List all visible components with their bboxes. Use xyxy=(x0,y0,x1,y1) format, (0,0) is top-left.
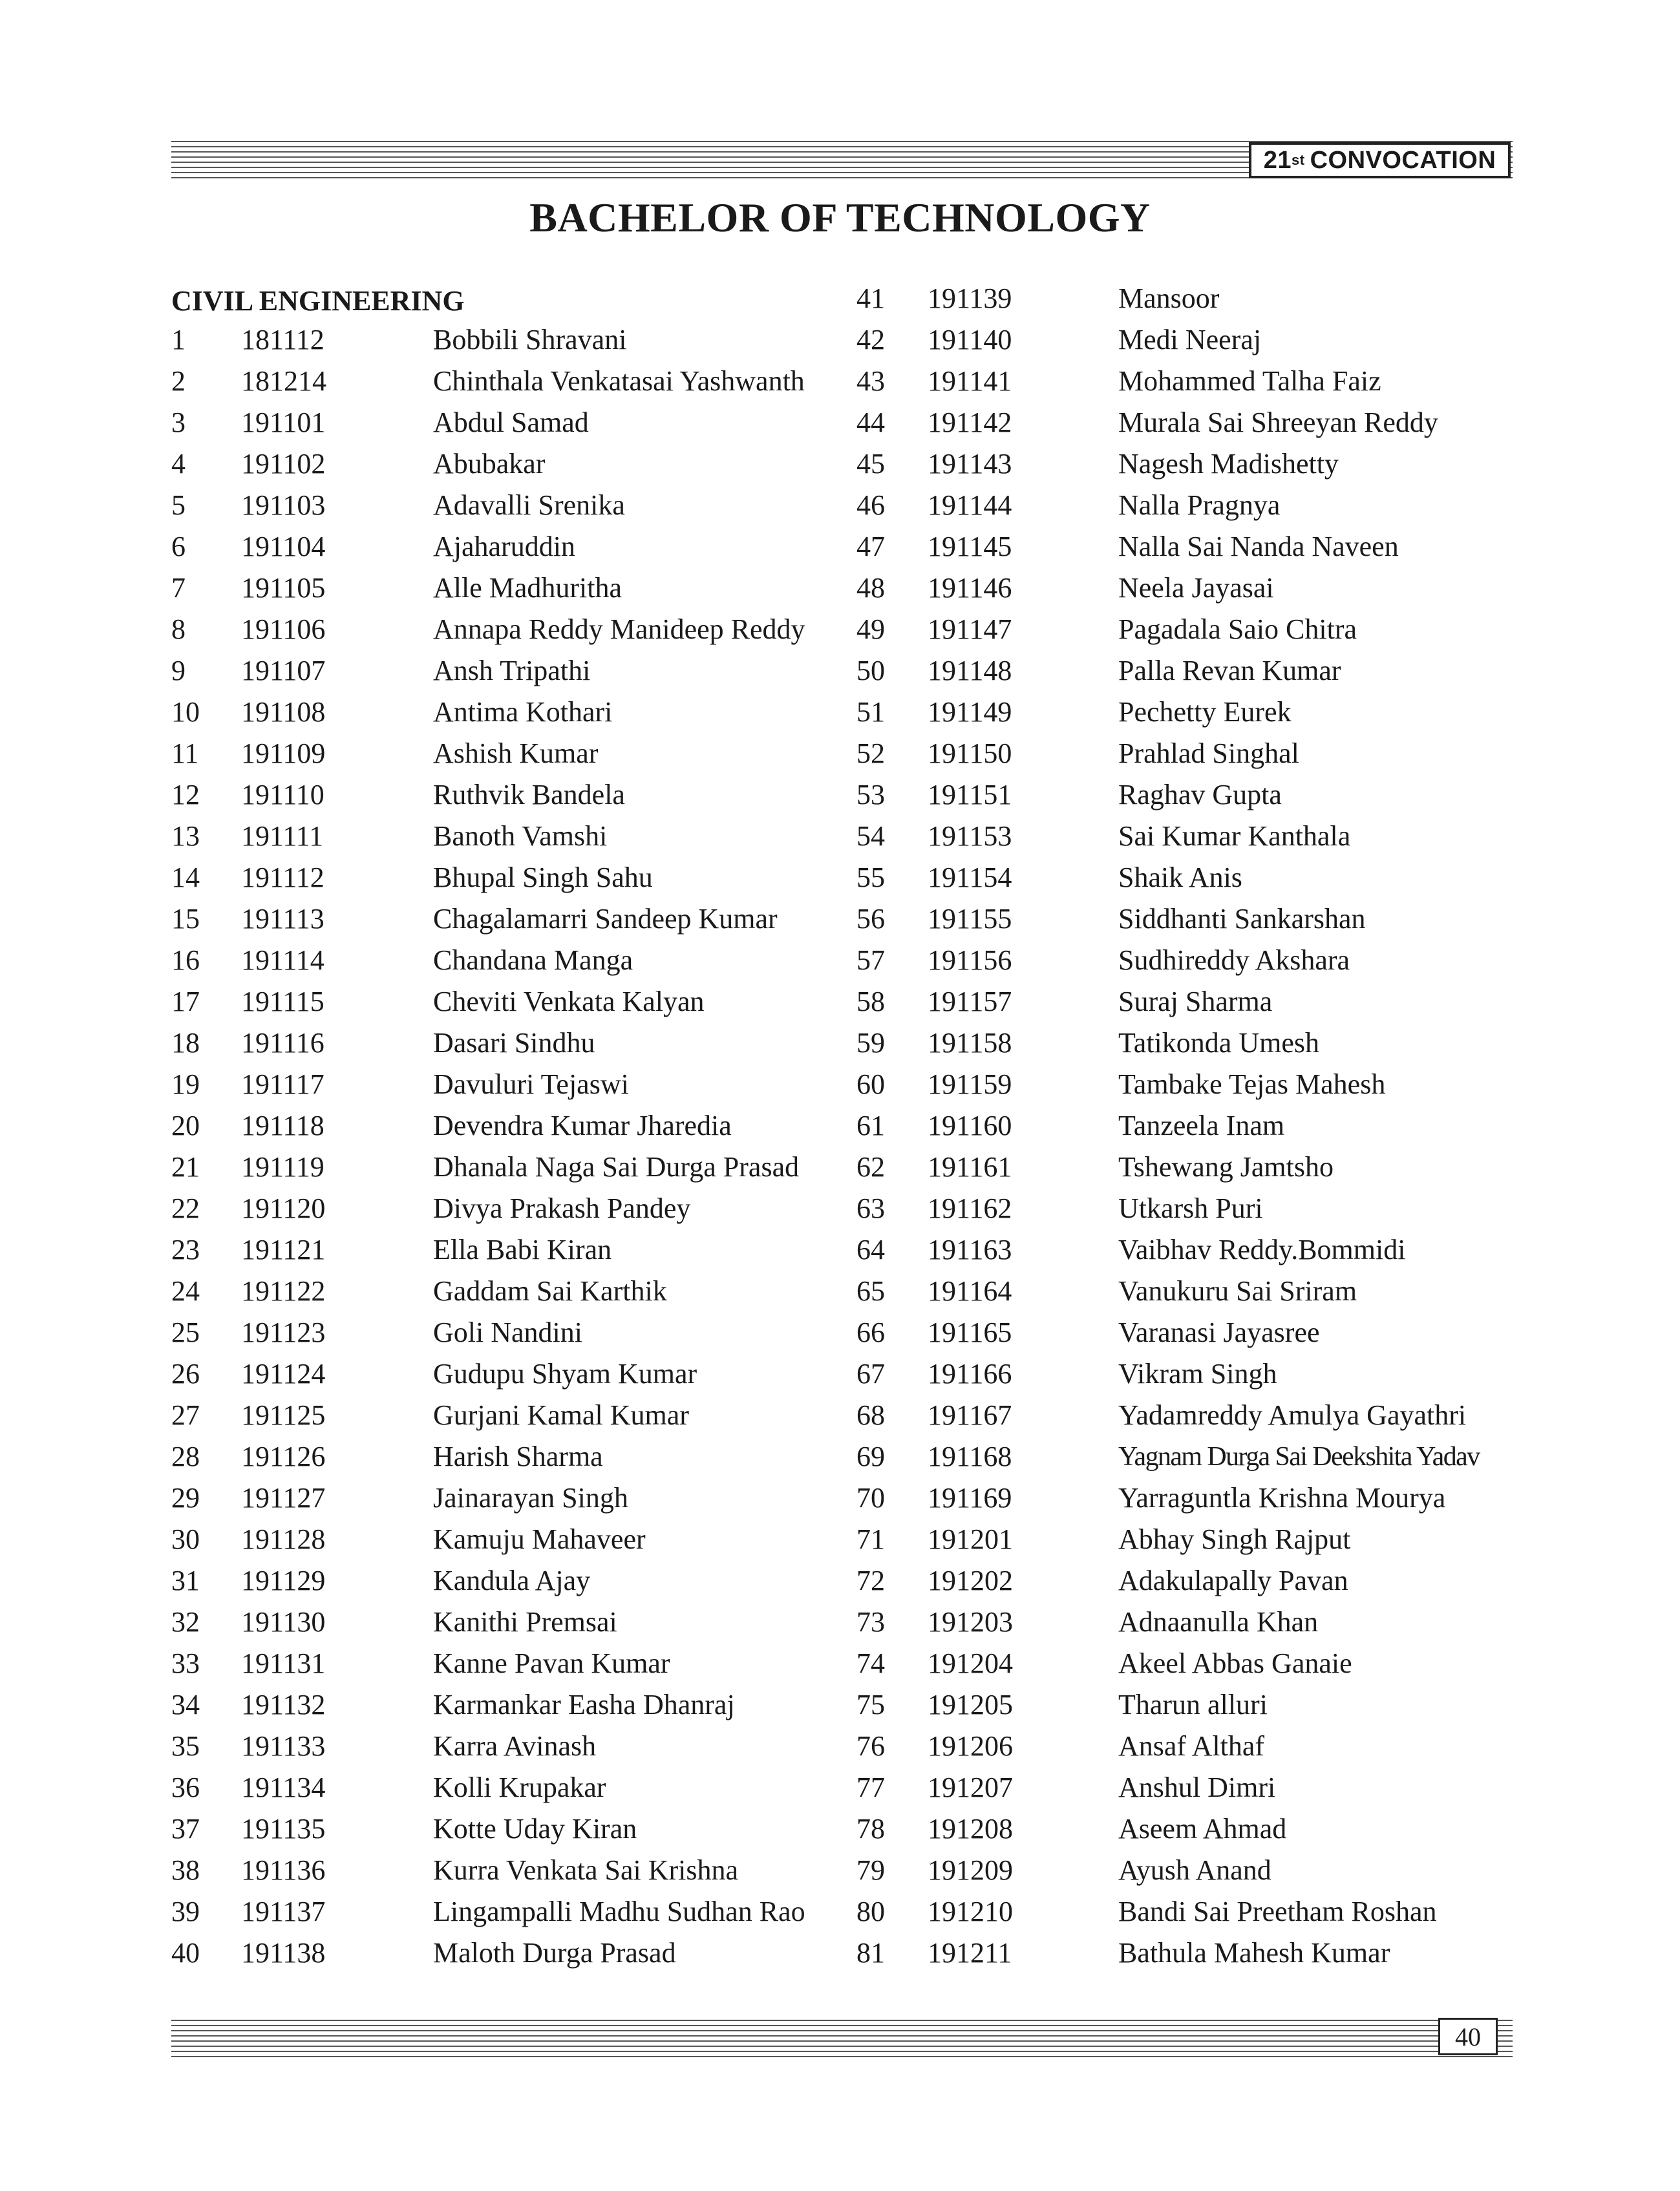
student-name: Shaik Anis xyxy=(1118,862,1242,893)
serial-number: 16 xyxy=(171,944,200,976)
page-title: BACHELOR OF TECHNOLOGY xyxy=(529,195,1151,240)
student-name: Banoth Vamshi xyxy=(433,820,608,852)
roll-number: 191144 xyxy=(928,489,1012,521)
student-name: Tatikonda Umesh xyxy=(1118,1027,1319,1059)
serial-number: 80 xyxy=(856,1896,885,1927)
serial-number: 2 xyxy=(171,365,186,397)
student-name: Vikram Singh xyxy=(1118,1358,1277,1390)
rule-line xyxy=(171,2030,1513,2031)
student-name: Vaibhav Reddy.Bommidi xyxy=(1118,1234,1406,1265)
convocation-number: 21 xyxy=(1263,146,1292,174)
roll-number: 191160 xyxy=(928,1110,1012,1141)
student-name: Akeel Abbas Ganaie xyxy=(1118,1647,1352,1679)
roll-number: 191202 xyxy=(928,1565,1013,1596)
roll-number: 191128 xyxy=(241,1523,326,1555)
serial-number: 20 xyxy=(171,1110,200,1141)
roll-number: 191108 xyxy=(241,696,326,728)
roll-number: 191132 xyxy=(241,1689,326,1720)
roll-number: 191150 xyxy=(928,737,1012,769)
serial-number: 17 xyxy=(171,986,200,1017)
serial-number: 49 xyxy=(856,613,885,645)
serial-number: 76 xyxy=(856,1730,885,1762)
student-name: Chagalamarri Sandeep Kumar xyxy=(433,903,778,935)
roll-number: 191140 xyxy=(928,324,1012,355)
serial-number: 44 xyxy=(856,407,885,438)
roll-number: 191164 xyxy=(928,1275,1012,1307)
serial-number: 33 xyxy=(171,1647,200,1679)
serial-number: 37 xyxy=(171,1813,200,1845)
roll-number: 191163 xyxy=(928,1234,1012,1265)
student-name: Dhanala Naga Sai Durga Prasad xyxy=(433,1151,800,1183)
student-name: Maloth Durga Prasad xyxy=(433,1937,676,1969)
student-name: Cheviti Venkata Kalyan xyxy=(433,986,705,1017)
roll-number: 191102 xyxy=(241,448,326,480)
serial-number: 42 xyxy=(856,324,885,355)
serial-number: 54 xyxy=(856,820,885,852)
student-name: Bhupal Singh Sahu xyxy=(433,862,653,893)
student-name: Siddhanti Sankarshan xyxy=(1118,903,1366,935)
serial-number: 6 xyxy=(171,531,186,562)
roll-number: 191207 xyxy=(928,1772,1013,1803)
serial-number: 22 xyxy=(171,1192,200,1224)
roll-number: 191107 xyxy=(241,655,326,686)
student-name: Murala Sai Shreeyan Reddy xyxy=(1118,407,1438,438)
student-name: Ansh Tripathi xyxy=(433,655,591,686)
serial-number: 18 xyxy=(171,1027,200,1059)
roll-number: 191133 xyxy=(241,1730,326,1762)
roll-number: 191153 xyxy=(928,820,1012,852)
serial-number: 4 xyxy=(171,448,186,480)
roll-number: 191123 xyxy=(241,1317,326,1348)
serial-number: 79 xyxy=(856,1854,885,1886)
student-name: Pagadala Saio Chitra xyxy=(1118,613,1357,645)
roll-number: 191129 xyxy=(241,1565,326,1596)
roll-number: 191125 xyxy=(241,1399,326,1431)
serial-number: 12 xyxy=(171,779,200,810)
serial-number: 25 xyxy=(171,1317,200,1348)
student-name: Yarraguntla Krishna Mourya xyxy=(1118,1482,1446,1514)
serial-number: 38 xyxy=(171,1854,200,1886)
roll-number: 181214 xyxy=(241,365,326,397)
roll-number: 191114 xyxy=(241,944,324,976)
serial-number: 24 xyxy=(171,1275,200,1307)
roll-number: 191101 xyxy=(241,407,326,438)
roll-number: 191208 xyxy=(928,1813,1013,1845)
serial-number: 5 xyxy=(171,489,186,521)
student-name: Aseem Ahmad xyxy=(1118,1813,1287,1845)
serial-number: 34 xyxy=(171,1689,200,1720)
roll-number: 191168 xyxy=(928,1441,1012,1472)
student-name: Kanne Pavan Kumar xyxy=(433,1647,670,1679)
student-name: Davuluri Tejaswi xyxy=(433,1068,629,1100)
roll-number: 191131 xyxy=(241,1647,326,1679)
serial-number: 56 xyxy=(856,903,885,935)
serial-number: 27 xyxy=(171,1399,200,1431)
student-name: Gurjani Kamal Kumar xyxy=(433,1399,689,1431)
roll-number: 191105 xyxy=(241,572,326,604)
serial-number: 55 xyxy=(856,862,885,893)
serial-number: 53 xyxy=(856,779,885,810)
student-name: Pechetty Eurek xyxy=(1118,696,1292,728)
serial-number: 46 xyxy=(856,489,885,521)
student-name: Adavalli Srenika xyxy=(433,489,625,521)
student-name: Palla Revan Kumar xyxy=(1118,655,1341,686)
roll-number: 191135 xyxy=(241,1813,326,1845)
roll-number: 191122 xyxy=(241,1275,326,1307)
roll-number: 191146 xyxy=(928,572,1012,604)
convocation-suffix: st xyxy=(1292,152,1305,168)
student-name: Vanukuru Sai Sriram xyxy=(1118,1275,1357,1307)
student-name: Mansoor xyxy=(1118,282,1220,314)
serial-number: 69 xyxy=(856,1441,885,1472)
roll-number: 191211 xyxy=(928,1937,1012,1969)
roll-number: 191104 xyxy=(241,531,326,562)
rule-line xyxy=(171,2035,1513,2037)
serial-number: 66 xyxy=(856,1317,885,1348)
student-name: Bathula Mahesh Kumar xyxy=(1118,1937,1390,1969)
roll-number: 191151 xyxy=(928,779,1012,810)
serial-number: 50 xyxy=(856,655,885,686)
student-name: Yagnam Durga Sai Deekshita Yadav xyxy=(1118,1442,1480,1472)
serial-number: 39 xyxy=(171,1896,200,1927)
rule-line xyxy=(171,2056,1513,2057)
student-name: Ansaf Althaf xyxy=(1118,1730,1265,1762)
serial-number: 30 xyxy=(171,1523,200,1555)
roll-number: 191138 xyxy=(241,1937,326,1969)
student-name: Kolli Krupakar xyxy=(433,1772,606,1803)
serial-number: 61 xyxy=(856,1110,885,1141)
serial-number: 40 xyxy=(171,1937,200,1969)
roll-number: 191112 xyxy=(241,862,324,893)
student-name: Tanzeela Inam xyxy=(1118,1110,1285,1141)
student-name: Anshul Dimri xyxy=(1118,1772,1276,1803)
student-name: Harish Sharma xyxy=(433,1441,603,1472)
roll-number: 191109 xyxy=(241,737,326,769)
roll-number: 191167 xyxy=(928,1399,1012,1431)
roll-number: 191156 xyxy=(928,944,1012,976)
roll-number: 191106 xyxy=(241,613,326,645)
roll-number: 191111 xyxy=(241,820,324,852)
roll-number: 191118 xyxy=(241,1110,324,1141)
serial-number: 14 xyxy=(171,862,200,893)
roll-number: 191141 xyxy=(928,365,1012,397)
rule-line xyxy=(171,2040,1513,2042)
student-name: Alle Madhuritha xyxy=(433,572,622,604)
serial-number: 68 xyxy=(856,1399,885,1431)
student-name: Gaddam Sai Karthik xyxy=(433,1275,667,1307)
serial-number: 45 xyxy=(856,448,885,480)
serial-number: 78 xyxy=(856,1813,885,1845)
roll-number: 191162 xyxy=(928,1192,1012,1224)
student-name: Utkarsh Puri xyxy=(1118,1192,1263,1224)
roll-number: 191145 xyxy=(928,531,1012,562)
serial-number: 75 xyxy=(856,1689,885,1720)
convocation-badge xyxy=(1249,142,1511,178)
roll-number: 191113 xyxy=(241,903,324,935)
roll-number: 191117 xyxy=(241,1068,324,1100)
student-name: Sudhireddy Akshara xyxy=(1118,944,1350,976)
serial-number: 3 xyxy=(171,407,186,438)
student-name: Chinthala Venkatasai Yashwanth xyxy=(433,365,805,397)
student-name: Nagesh Madishetty xyxy=(1118,448,1339,480)
student-name: Ella Babi Kiran xyxy=(433,1234,612,1265)
roll-number: 191124 xyxy=(241,1358,326,1390)
student-name: Adakulapally Pavan xyxy=(1118,1565,1348,1596)
serial-number: 23 xyxy=(171,1234,200,1265)
serial-number: 64 xyxy=(856,1234,885,1265)
roll-number: 191159 xyxy=(928,1068,1012,1100)
student-name: Chandana Manga xyxy=(433,944,633,976)
serial-number: 60 xyxy=(856,1068,885,1100)
rule-line xyxy=(171,2025,1513,2026)
serial-number: 28 xyxy=(171,1441,200,1472)
student-name: Tshewang Jamtsho xyxy=(1118,1151,1334,1183)
serial-number: 74 xyxy=(856,1647,885,1679)
student-name: Gudupu Shyam Kumar xyxy=(433,1358,697,1390)
student-name: Mohammed Talha Faiz xyxy=(1118,365,1381,397)
roll-number: 191119 xyxy=(241,1151,324,1183)
rule-line xyxy=(171,2046,1513,2047)
roll-number: 191149 xyxy=(928,696,1012,728)
roll-number: 191206 xyxy=(928,1730,1013,1762)
student-name: Ashish Kumar xyxy=(433,737,599,769)
student-name: Abubakar xyxy=(433,448,546,480)
student-name: Karra Avinash xyxy=(433,1730,597,1762)
serial-number: 21 xyxy=(171,1151,200,1183)
serial-number: 59 xyxy=(856,1027,885,1059)
student-name: Neela Jayasai xyxy=(1118,572,1274,604)
roll-number: 191209 xyxy=(928,1854,1013,1886)
serial-number: 31 xyxy=(171,1565,200,1596)
student-name: Ruthvik Bandela xyxy=(433,779,625,810)
roll-number: 191121 xyxy=(241,1234,326,1265)
rule-line xyxy=(171,2020,1513,2021)
serial-number: 41 xyxy=(856,282,885,314)
serial-number: 71 xyxy=(856,1523,885,1555)
serial-number: 77 xyxy=(856,1772,885,1803)
student-name: Suraj Sharma xyxy=(1118,986,1273,1017)
roll-number: 191204 xyxy=(928,1647,1013,1679)
student-name: Yadamreddy Amulya Gayathri xyxy=(1118,1399,1467,1431)
roll-number: 191155 xyxy=(928,903,1012,935)
serial-number: 43 xyxy=(856,365,885,397)
serial-number: 8 xyxy=(171,613,186,645)
student-name: Antima Kothari xyxy=(433,696,613,728)
student-name: Dasari Sindhu xyxy=(433,1027,595,1059)
serial-number: 63 xyxy=(856,1192,885,1224)
roll-number: 191165 xyxy=(928,1317,1012,1348)
student-name: Divya Prakash Pandey xyxy=(433,1192,691,1224)
footer-rules xyxy=(171,2020,1513,2059)
serial-number: 29 xyxy=(171,1482,200,1514)
student-name: Tharun alluri xyxy=(1118,1689,1268,1720)
roll-number: 181112 xyxy=(241,324,324,355)
roll-number: 191134 xyxy=(241,1772,326,1803)
roll-number: 191158 xyxy=(928,1027,1012,1059)
student-name: Kurra Venkata Sai Krishna xyxy=(433,1854,739,1886)
roll-number: 191147 xyxy=(928,613,1012,645)
serial-number: 51 xyxy=(856,696,885,728)
serial-number: 15 xyxy=(171,903,200,935)
roll-number: 191203 xyxy=(928,1606,1013,1638)
serial-number: 48 xyxy=(856,572,885,604)
student-name: Bobbili Shravani xyxy=(433,324,627,355)
serial-number: 35 xyxy=(171,1730,200,1762)
roll-number: 191143 xyxy=(928,448,1012,480)
student-name: Kotte Uday Kiran xyxy=(433,1813,637,1845)
convocation-label: CONVOCATION xyxy=(1310,146,1496,174)
roll-number: 191161 xyxy=(928,1151,1012,1183)
student-name: Prahlad Singhal xyxy=(1118,737,1299,769)
roll-number: 191115 xyxy=(241,986,324,1017)
student-name: Kandula Ajay xyxy=(433,1565,591,1596)
serial-number: 26 xyxy=(171,1358,200,1390)
roll-number: 191142 xyxy=(928,407,1012,438)
roll-number: 191201 xyxy=(928,1523,1013,1555)
serial-number: 1 xyxy=(171,324,186,355)
serial-number: 62 xyxy=(856,1151,885,1183)
student-name: Devendra Kumar Jharedia xyxy=(433,1110,732,1141)
student-name: Kanithi Premsai xyxy=(433,1606,617,1638)
student-name: Kamuju Mahaveer xyxy=(433,1523,646,1555)
roll-number: 191154 xyxy=(928,862,1012,893)
roll-number: 191103 xyxy=(241,489,326,521)
section-heading: CIVIL ENGINEERING xyxy=(171,285,465,317)
student-name: Adnaanulla Khan xyxy=(1118,1606,1319,1638)
serial-number: 70 xyxy=(856,1482,885,1514)
roll-number: 191205 xyxy=(928,1689,1013,1720)
roll-number: 191157 xyxy=(928,986,1012,1017)
page-number: 40 xyxy=(1438,2018,1498,2055)
serial-number: 81 xyxy=(856,1937,885,1969)
roll-number: 191148 xyxy=(928,655,1012,686)
student-name: Ajaharuddin xyxy=(433,531,575,562)
serial-number: 19 xyxy=(171,1068,200,1100)
serial-number: 47 xyxy=(856,531,885,562)
student-name: Abhay Singh Rajput xyxy=(1118,1523,1351,1555)
serial-number: 11 xyxy=(171,737,199,769)
student-name: Ayush Anand xyxy=(1118,1854,1271,1886)
roll-number: 191130 xyxy=(241,1606,326,1638)
roll-number: 191136 xyxy=(241,1854,326,1886)
student-name: Nalla Sai Nanda Naveen xyxy=(1118,531,1399,562)
student-name: Goli Nandini xyxy=(433,1317,582,1348)
serial-number: 9 xyxy=(171,655,186,686)
serial-number: 36 xyxy=(171,1772,200,1803)
serial-number: 10 xyxy=(171,696,200,728)
serial-number: 67 xyxy=(856,1358,885,1390)
serial-number: 52 xyxy=(856,737,885,769)
serial-number: 32 xyxy=(171,1606,200,1638)
student-name: Jainarayan Singh xyxy=(433,1482,628,1514)
roll-number: 191169 xyxy=(928,1482,1012,1514)
student-name: Sai Kumar Kanthala xyxy=(1118,820,1351,852)
student-name: Nalla Pragnya xyxy=(1118,489,1281,521)
serial-number: 58 xyxy=(856,986,885,1017)
serial-number: 65 xyxy=(856,1275,885,1307)
serial-number: 7 xyxy=(171,572,186,604)
student-name: Tambake Tejas Mahesh xyxy=(1118,1068,1386,1100)
roll-number: 191139 xyxy=(928,282,1012,314)
serial-number: 57 xyxy=(856,944,885,976)
roll-number: 191120 xyxy=(241,1192,326,1224)
roll-number: 191137 xyxy=(241,1896,326,1927)
student-name: Varanasi Jayasree xyxy=(1118,1317,1320,1348)
rule-line xyxy=(171,2051,1513,2052)
roll-number: 191110 xyxy=(241,779,324,810)
student-name: Annapa Reddy Manideep Reddy xyxy=(433,613,805,645)
roll-number: 191166 xyxy=(928,1358,1012,1390)
student-name: Raghav Gupta xyxy=(1118,779,1282,810)
student-name: Karmankar Easha Dhanraj xyxy=(433,1689,735,1720)
student-name: Medi Neeraj xyxy=(1118,324,1262,355)
student-name: Lingampalli Madhu Sudhan Rao xyxy=(433,1896,805,1927)
serial-number: 72 xyxy=(856,1565,885,1596)
serial-number: 13 xyxy=(171,820,200,852)
student-name: Abdul Samad xyxy=(433,407,589,438)
roll-number: 191127 xyxy=(241,1482,326,1514)
roll-number: 191126 xyxy=(241,1441,326,1472)
student-name: Bandi Sai Preetham Roshan xyxy=(1118,1896,1437,1927)
serial-number: 73 xyxy=(856,1606,885,1638)
roll-number: 191116 xyxy=(241,1027,324,1059)
roll-number: 191210 xyxy=(928,1896,1013,1927)
